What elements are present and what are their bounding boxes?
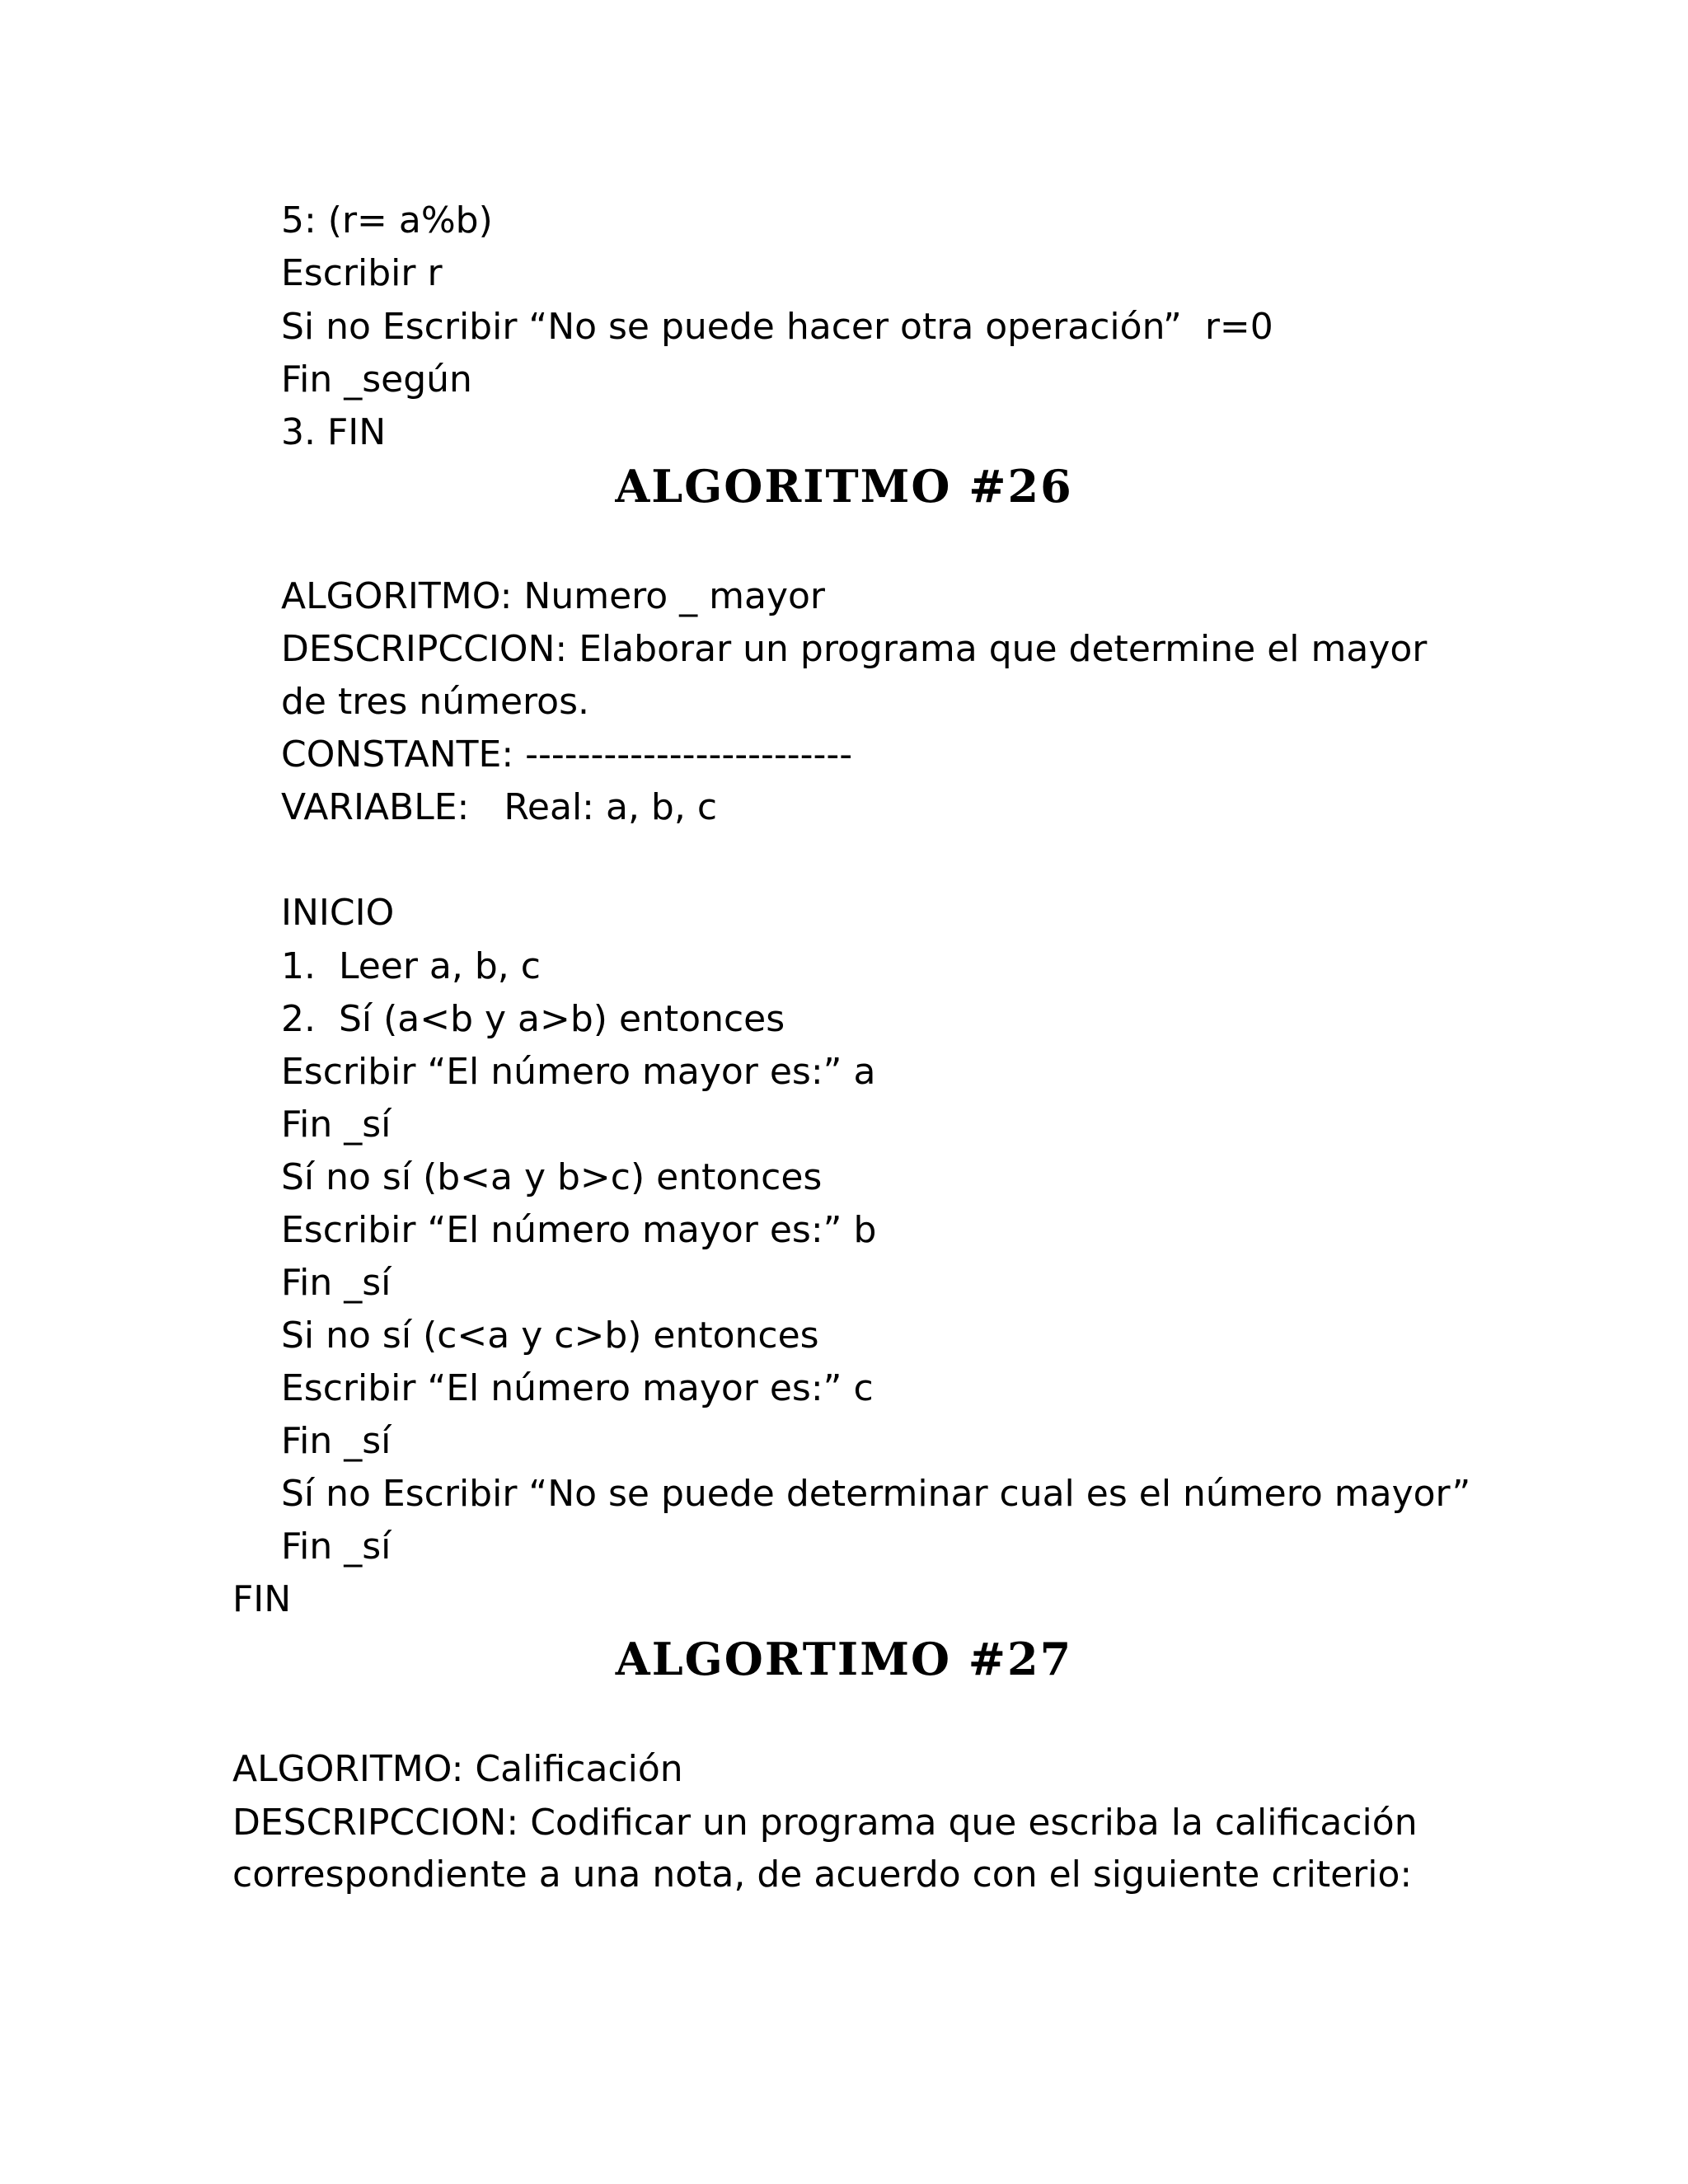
step-line: Escribir “El número mayor es:” c [281,1367,874,1409]
code-line: Escribir r [281,252,443,294]
code-line: Si no Escribir “No se puede hacer otra operación” r=0 [281,306,1273,348]
step-line: Escribir “El número mayor es:” b [281,1209,877,1251]
step-line: Sí no sí (b<a y b>c) entonces [281,1156,823,1198]
description-line: DESCRIPCCION: Codificar un programa que escriba la calificación [232,1802,1418,1844]
step-line: Fin _sí [281,1420,392,1462]
description-line: correspondiente a una nota, de acuerdo con el siguiente criterio: [232,1854,1413,1896]
fin-line: FIN [232,1578,292,1620]
inicio-line: INICIO [281,892,395,934]
step-line: Sí no Escribir “No se puede determinar cual es el número mayor” [281,1473,1471,1515]
description-line: de tres números. [281,681,589,723]
code-line: Fin _según [281,359,472,401]
code-line: 3. FIN [281,411,387,453]
algorithm-name-line: ALGORITMO: Calificación [232,1748,683,1790]
step-line: Escribir “El número mayor es:” a [281,1051,876,1093]
step-line: Fin _sí [281,1104,392,1146]
section-heading-27: ALGORTIMO #27 [615,1633,1073,1685]
constant-line: CONSTANTE: ------------------------- [281,733,853,776]
description-line: DESCRIPCCION: Elaborar un programa que determine el mayor [281,628,1428,670]
step-line: Fin _sí [281,1526,392,1568]
step-line: Si no sí (c<a y c>b) entonces [281,1315,819,1357]
step-line: 2. Sí (a<b y a>b) entonces [281,998,785,1040]
variable-line: VARIABLE: Real: a, b, c [281,786,718,828]
step-line: 1. Leer a, b, c [281,945,541,987]
section-heading-26: ALGORITMO #26 [615,460,1073,513]
step-line: Fin _sí [281,1262,392,1304]
algorithm-name-line: ALGORITMO: Numero _ mayor [281,575,826,617]
code-line: 5: (r= a%b) [281,199,493,241]
